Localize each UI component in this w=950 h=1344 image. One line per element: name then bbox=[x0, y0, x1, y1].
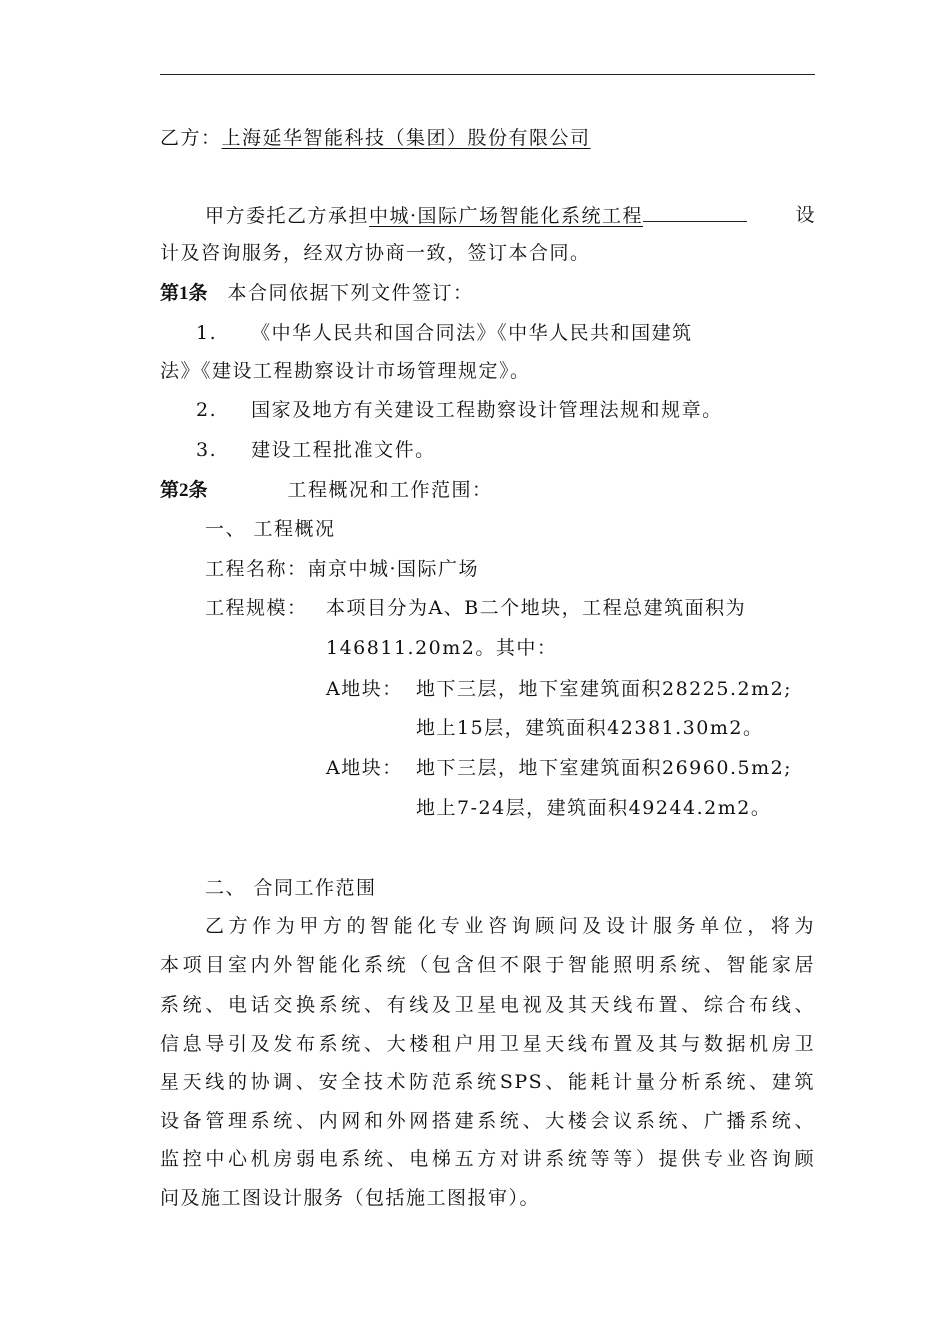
header-rule bbox=[160, 74, 815, 75]
scope-para-line-4: 信息导引及发布系统、大楼租户用卫星天线布置及其与数据机房卫 bbox=[160, 1033, 815, 1055]
project-scale-line-2: 146811.20m2。其中： bbox=[326, 637, 558, 659]
article-1-item-3 bbox=[196, 438, 436, 462]
project-name-line: 工程名称：南京中城·国际广场 bbox=[205, 558, 480, 580]
article-1-item-1 bbox=[196, 321, 693, 345]
scope-para-line-7: 监控中心机房弱电系统、电梯五方对讲系统等等）提供专业咨询顾 bbox=[160, 1148, 815, 1170]
item-number: 1. bbox=[196, 322, 218, 344]
item-text: 《中华人民共和国合同法》《中华人民共和国建筑 bbox=[251, 322, 693, 344]
party-b-name: 上海延华智能科技（集团）股份有限公司 bbox=[221, 127, 591, 149]
section-2-heading: 二、 合同工作范围 bbox=[205, 877, 377, 899]
article-1-item-1-cont: 法》《建设工程勘察设计市场管理规定》。 bbox=[160, 360, 531, 382]
scope-para-line-8: 问及施工图设计服务（包括施工图报审）。 bbox=[160, 1187, 541, 1209]
intro-line-2: 计及咨询服务，经双方协商一致，签订本合同。 bbox=[160, 242, 591, 264]
intro-text-a: 甲方委托乙方承担 bbox=[205, 205, 370, 227]
article-2-heading bbox=[160, 478, 493, 503]
scope-para-line-2: 本项目室内外智能化系统（包含但不限于智能照明系统、智能家居 bbox=[160, 954, 815, 976]
scope-para-line-3: 系统、电话交换系统、有线及卫星电视及其天线布置、综合布线、 bbox=[160, 994, 815, 1016]
article-1-heading bbox=[160, 281, 474, 306]
intro-blank-underline bbox=[643, 203, 747, 222]
item-number: 3. bbox=[196, 439, 218, 461]
project-scale-line-1: 本项目分为A、B二个地块，工程总建筑面积为 bbox=[326, 597, 747, 619]
party-b-label: 乙方： bbox=[160, 127, 222, 149]
intro-project-name: 中城·国际广场智能化系统工程 bbox=[369, 205, 644, 227]
scope-para-line-6: 设备管理系统、内网和外网搭建系统、大楼会议系统、广播系统、 bbox=[160, 1110, 815, 1132]
item-text: 建设工程批准文件。 bbox=[251, 439, 436, 461]
article-1-number: 第1条 bbox=[160, 283, 208, 304]
project-scale-label: 工程规模： bbox=[205, 597, 308, 619]
intro-text-b: 设 bbox=[795, 204, 816, 226]
block-1-label: A地块： bbox=[326, 678, 403, 700]
party-b-line bbox=[160, 126, 591, 150]
article-2-number: 第2条 bbox=[160, 480, 208, 501]
article-2-title: 工程概况和工作范围： bbox=[287, 479, 493, 501]
scope-para-line-1: 乙方作为甲方的智能化专业咨询顾问及设计服务单位，将为 bbox=[205, 915, 815, 937]
block-2-label: A地块： bbox=[326, 757, 403, 779]
block-2-line-2: 地上7-24层，建筑面积49244.2m2。 bbox=[416, 797, 772, 819]
item-number: 2. bbox=[196, 399, 218, 421]
scope-para-line-5: 星天线的协调、安全技术防范系统SPS、能耗计量分析系统、建筑 bbox=[160, 1071, 815, 1093]
block-1-line-2: 地上15层，建筑面积42381.30m2。 bbox=[416, 717, 764, 739]
block-2-line-1: 地下三层，地下室建筑面积26960.5m2; bbox=[416, 757, 793, 779]
section-1-heading: 一、 工程概况 bbox=[205, 518, 336, 540]
article-1-title: 本合同依据下列文件签订： bbox=[227, 282, 474, 304]
item-text: 国家及地方有关建设工程勘察设计管理法规和规章。 bbox=[251, 399, 723, 421]
article-1-item-2 bbox=[196, 398, 723, 422]
intro-line-1 bbox=[205, 203, 816, 228]
block-1-line-1: 地下三层，地下室建筑面积28225.2m2; bbox=[416, 678, 793, 700]
